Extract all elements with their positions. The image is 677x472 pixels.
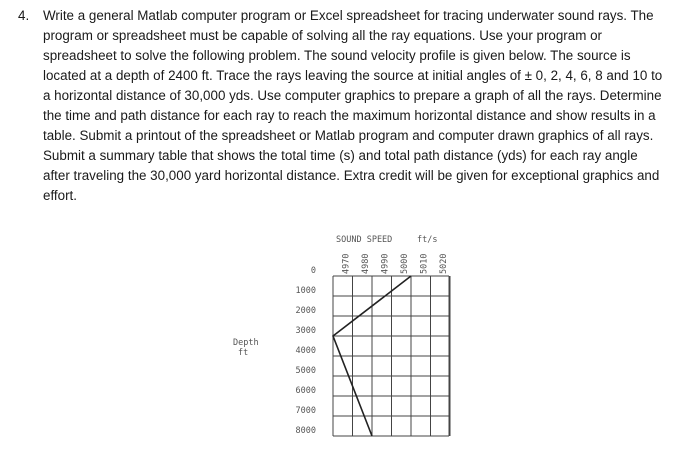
sound-speed-profile-chart — [0, 225, 677, 472]
x-tick-label: 4980 — [361, 253, 371, 274]
x-tick-labels — [342, 254, 450, 274]
x-tick-label: 4990 — [380, 253, 391, 274]
y-tick-label: 6000 — [295, 386, 316, 396]
problem-text: Write a general Matlab computer program or Excel spreadsheet for tracing underwater sound rays. The program or spreadsheet must be capable of solving all the ray equations. Use your program or spreadsheet to solve the following problem. The sound velocity profile is given below. The source is located at a depth of 2400 ft. Trace the rays leaving the source at initial angles of ± 0, 2, 4, 6, 8 and 10 to a horizontal distance of 30,000 yds. Use computer graphics to prepare a graph of all the rays. Determine the time and path distance for each ray to reach the maximum horizontal distance and show results in a table. Submit a printout of the spreadsheet or Matlab program and computer drawn graphics of all rays. Submit a summary table that shows the total time (s) and total path distance (yds) for each ray angle after traveling the 30,000 yard horizontal distance. Extra credit will be given for exceptional graphics and effort. — [43, 8, 663, 203]
x-tick-label: 4970 — [341, 253, 352, 274]
chart-title: SOUND SPEED — [336, 235, 393, 245]
x-tick-label: 5010 — [419, 253, 430, 274]
y-tick-label: 3000 — [295, 326, 316, 336]
y-axis-label-depth: Depth — [233, 338, 259, 348]
y-tick-label: 4000 — [295, 346, 316, 356]
y-axis-label-unit: ft — [238, 348, 249, 358]
problem-statement — [18, 6, 668, 206]
y-tick-labels — [296, 266, 316, 436]
y-tick-label: 1000 — [295, 286, 316, 296]
x-tick-label: 5020 — [439, 253, 449, 274]
problem-number: 4. — [18, 8, 30, 23]
y-tick-label: 7000 — [295, 406, 316, 416]
y-tick-label: 0 — [310, 266, 316, 276]
x-tick-label: 5000 — [400, 253, 410, 274]
chart-grid — [333, 276, 450, 436]
y-tick-label: 2000 — [295, 306, 316, 316]
y-tick-label: 5000 — [295, 366, 316, 376]
y-tick-label: 8000 — [295, 426, 316, 436]
chart-units: ft/s — [417, 235, 438, 245]
